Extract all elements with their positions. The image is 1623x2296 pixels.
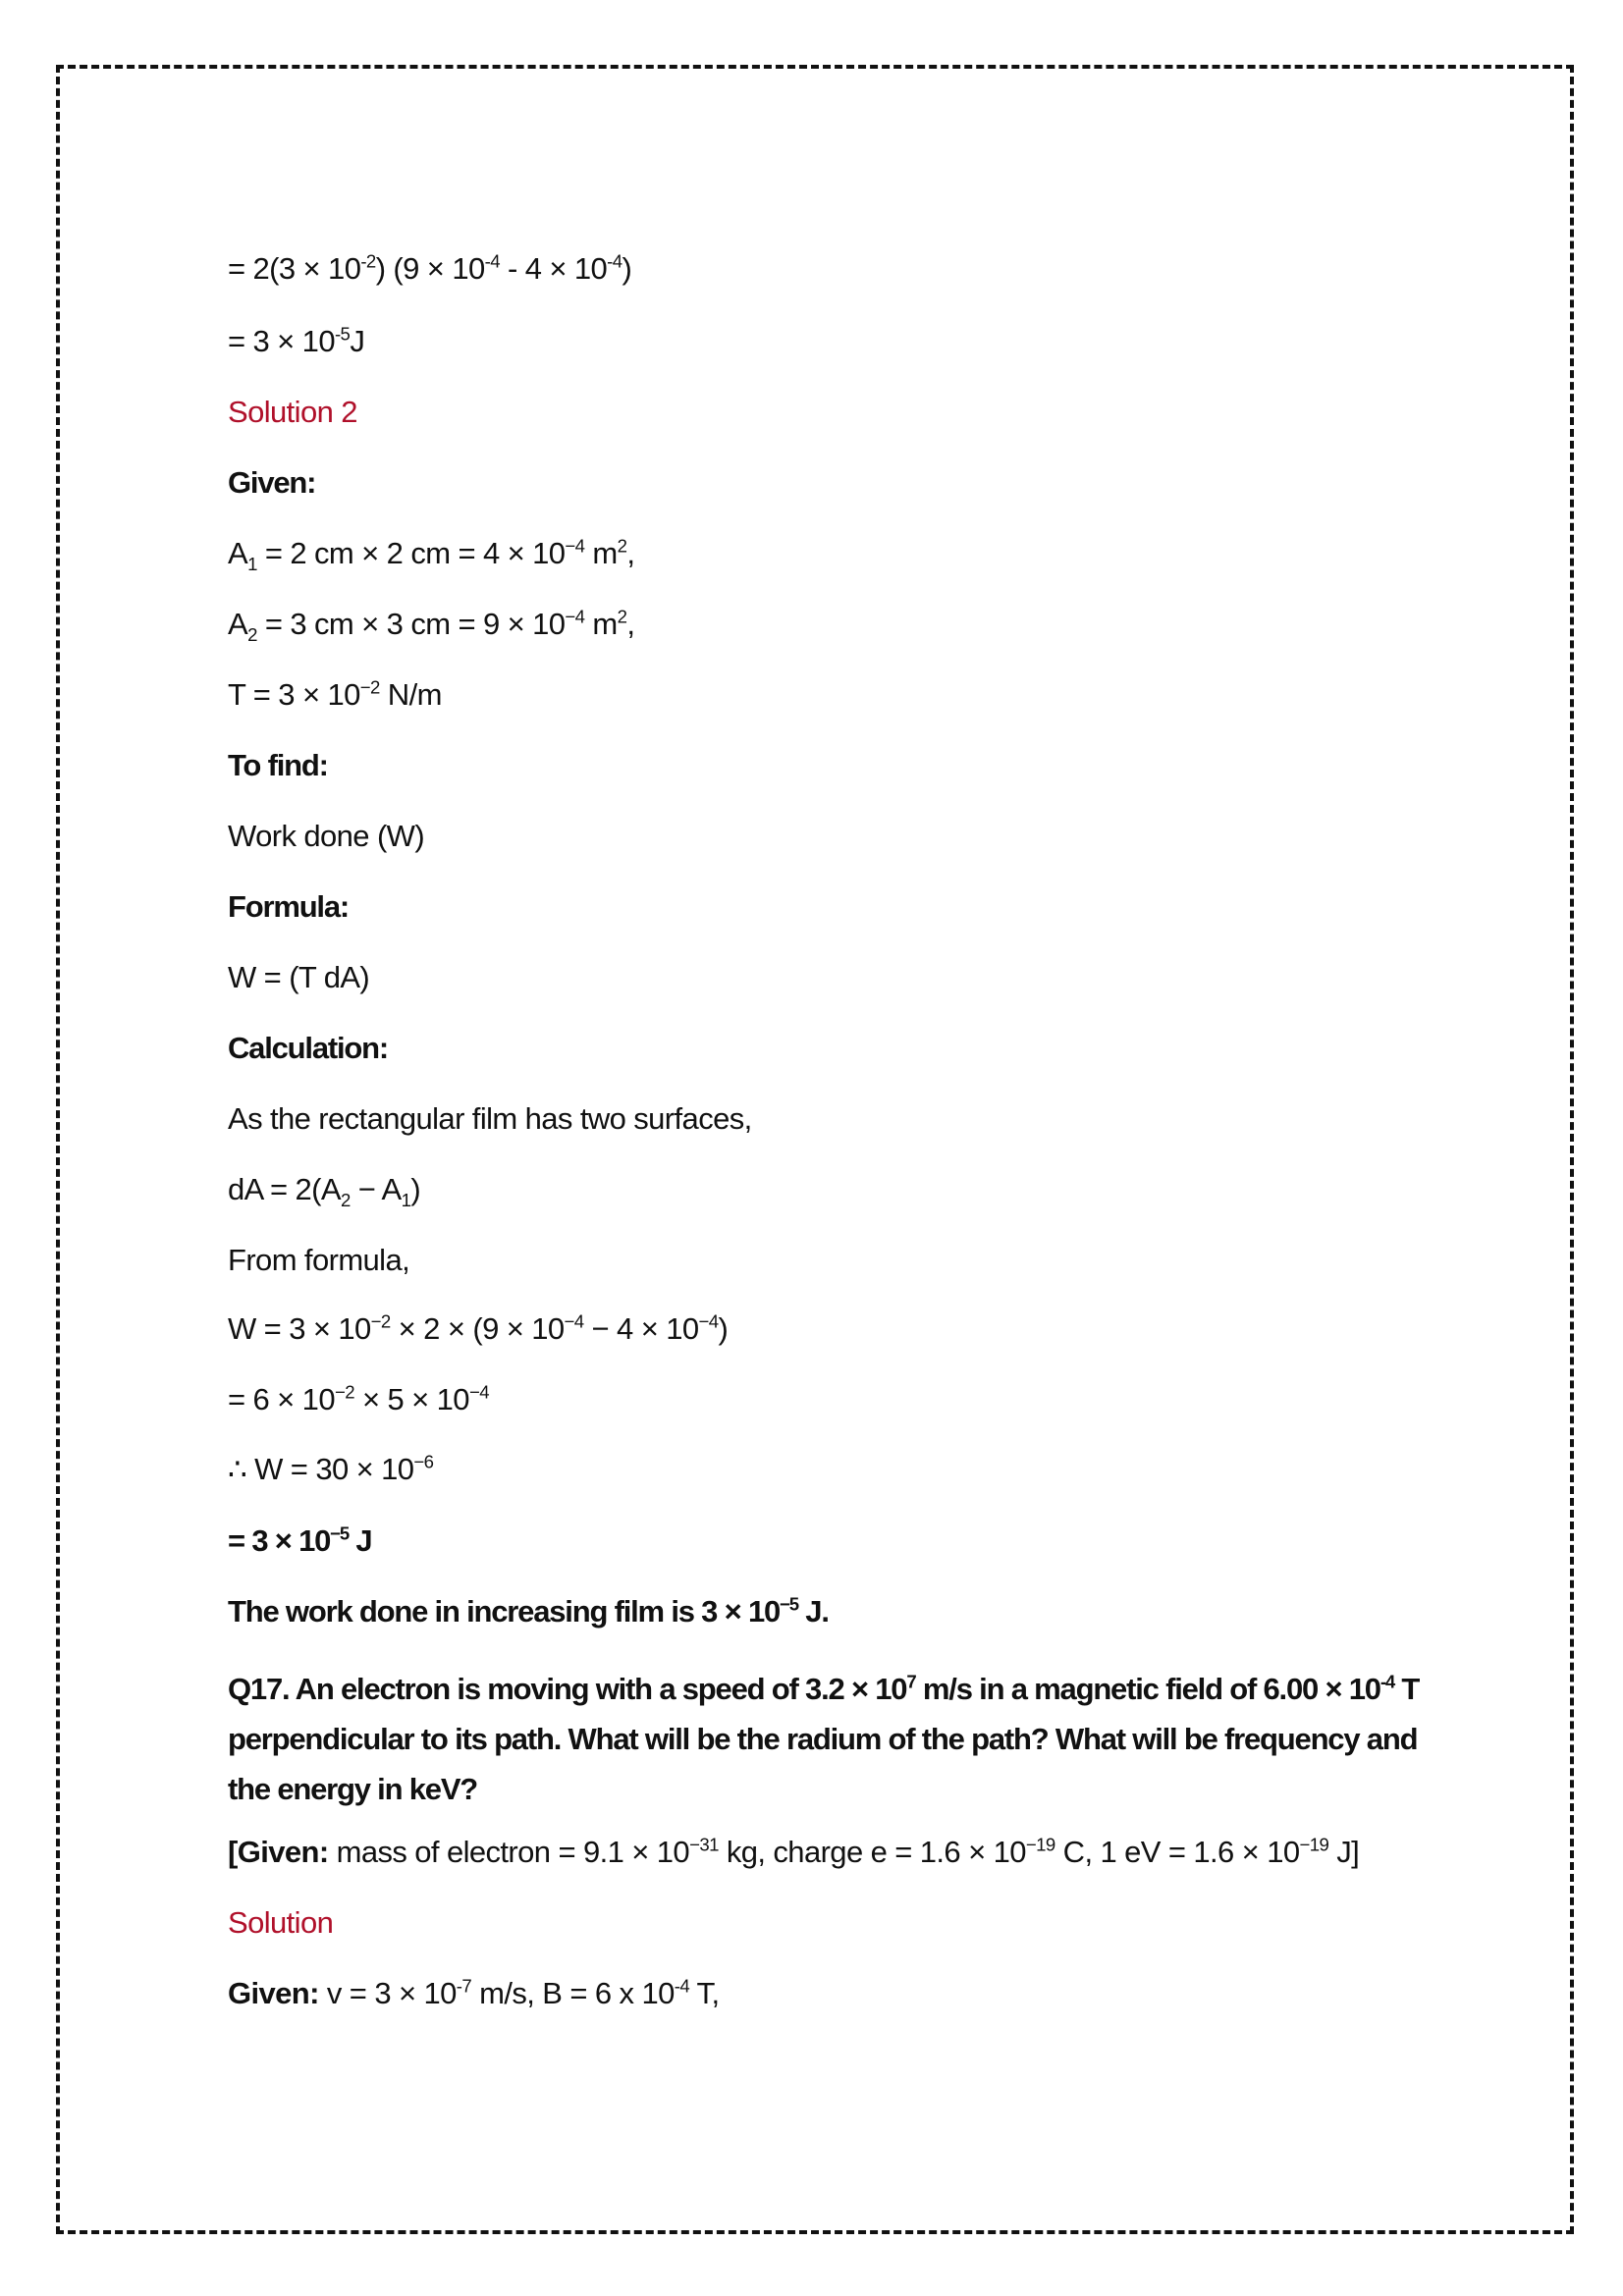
equation-line: ∴ $W = 30 \times 10^{-6}$: [228, 1451, 434, 1486]
calculation-heading: Calculation:: [228, 1031, 389, 1065]
question-q17: Q17. An electron is moving with a speed of $3.2 \times 10^7$ m/s in a magnetic field of $6.00 \times 10^{-4}$ T perpendicular to its path. What will be the radium of the path? What will be frequency and the energy in keV?: [228, 1671, 1420, 1806]
equation-line: = $6 \times 10^{-2} \times 5 \times 10^{-4}$: [228, 1381, 489, 1416]
conclusion-line: The work done in increasing film is $3 \times 10^{-5}$ J.: [228, 1593, 829, 1629]
equation-line: $W = 3 \times 10^{-2} \times 2 \times (9 \times 10^{-4} - 4 \times 10^{-4})$: [228, 1310, 729, 1346]
tension-line: $T = 3 \times 10^{-2}$ N/m: [228, 676, 442, 712]
solution-2-heading: Solution 2: [228, 395, 357, 429]
solution-heading: Solution: [228, 1905, 334, 1940]
result-line: = $3 \times 10^{-5}$ J: [228, 1522, 372, 1558]
given-constants: [Given: mass of electron = $9.1 \times 10^{-31}$ kg, charge $e = 1.6 \times 10^{-19}$ C, 1 eV = $1.6 \times 10^{-19}$ J]: [228, 1834, 1360, 1869]
equation-line: = $3 \times 10^{-5}J$: [228, 323, 365, 358]
equation-line: dA = $2(A_2 - A_1)$: [228, 1172, 421, 1211]
calculation-text: As the rectangular film has two surfaces,: [228, 1101, 752, 1136]
given-heading: Given:: [228, 465, 316, 500]
to-find-heading: To find:: [228, 748, 328, 782]
given-label: Given:: [228, 1976, 319, 2010]
to-find-value: Work done (W): [228, 819, 425, 853]
formula-heading: Formula:: [228, 889, 350, 924]
area-a2-line: $A_2 = 3$ cm × 3 cm = $9 \times 10^{-4}$ $m^2$,: [228, 606, 635, 646]
formula-value: W = (T dA): [228, 960, 370, 994]
solution-given-line: Given: $v = 3 \times 10^{-7}$ m/s, B = 6 x $10^{-4}$ T,: [228, 1975, 720, 2010]
calculation-text: From formula,: [228, 1243, 410, 1277]
equation-line: = $2(3 \times 10^{-2})$ $(9 \times 10^{-4} - 4 \times 10^{-4})$: [228, 250, 632, 286]
given-label: [Given:: [228, 1835, 329, 1869]
area-a1-line: $A_1 = 2$ cm × 2 cm = $4 \times 10^{-4}$ $m^2$,: [228, 535, 635, 575]
